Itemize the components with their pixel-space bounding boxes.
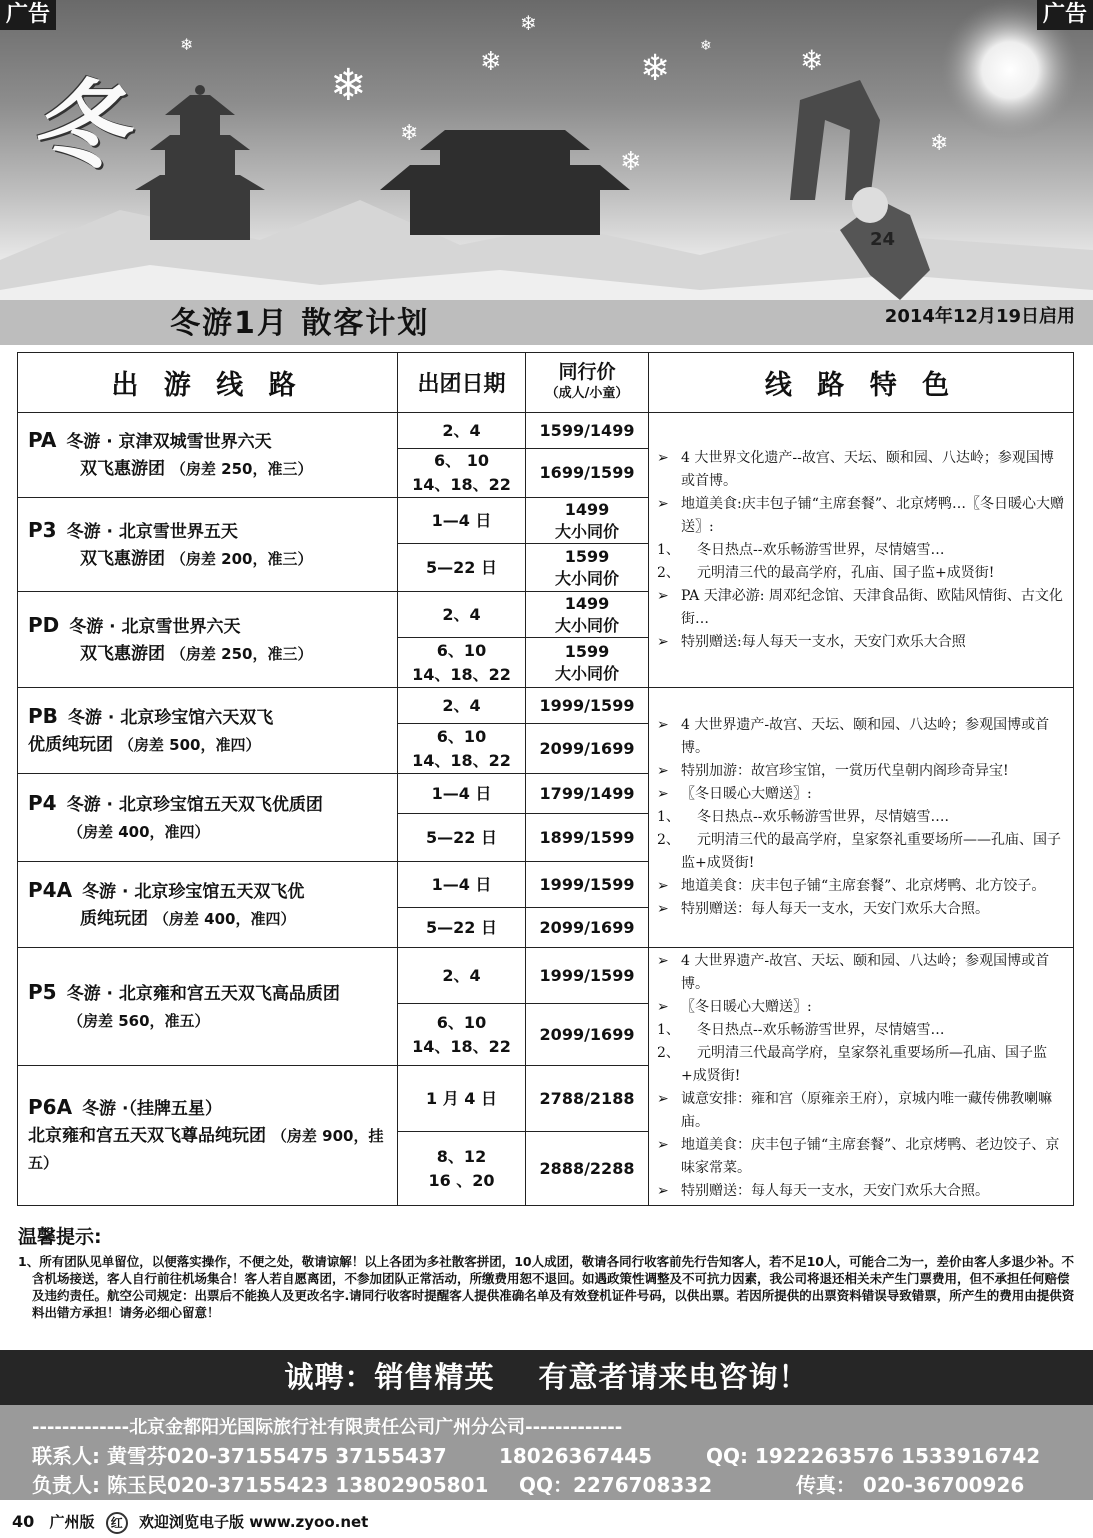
svg-text:❄: ❄ <box>930 131 949 156</box>
feature-text: 〖冬日暖心大赠送〗: <box>681 999 812 1015</box>
date-line: 2、4 <box>442 604 481 624</box>
feature-marker: ➢ <box>657 999 669 1015</box>
manager-person: 负责人: 陈玉民020-37155423 13802905801 <box>32 1473 489 1497</box>
price <box>526 948 649 1004</box>
price <box>526 498 649 544</box>
feature-marker: ➢ <box>657 717 669 733</box>
header-date: 出团日期 <box>398 353 526 413</box>
edition: 广州版 <box>49 1513 95 1531</box>
price-line: 2888/2288 <box>539 1158 635 1178</box>
feature-text: 元明清三代的最高学府，孔庙、国子监+成贤街! <box>697 564 995 581</box>
route-cell <box>18 774 398 862</box>
date-line: 1—4 日 <box>431 783 492 803</box>
price-line: 2099/1699 <box>539 738 635 758</box>
svg-text:❄: ❄ <box>800 44 824 77</box>
price-line: 1699/1599 <box>539 463 635 482</box>
route-note: （房差 200，准三） <box>170 549 313 568</box>
feature-marker: ➢ <box>657 786 669 802</box>
feature-marker: ➢ <box>657 901 669 917</box>
price-note: 大小同价 <box>554 521 619 541</box>
departure-date <box>398 688 526 724</box>
price <box>526 908 649 948</box>
feature-text: 诚意安排：雍和宫（原雍亲王府），京城内唯一藏传佛教喇嘛庙。 <box>681 1091 1052 1130</box>
ad-tag-left: 广告 <box>0 0 56 30</box>
feature-line <box>657 875 1065 898</box>
feature-text: 冬日热点--欢乐畅游雪世界，尽情嬉雪… <box>697 1022 945 1038</box>
route-title: 冬游 · 北京珍宝馆五天双飞优质团 <box>66 794 323 815</box>
feature-line <box>657 950 1065 996</box>
route-title: 冬游 · 北京雪世界五天 <box>66 521 238 542</box>
contact-row-2 <box>32 1469 1024 1498</box>
departure-date <box>398 413 526 449</box>
tips-section <box>18 1222 1078 1321</box>
departure-date <box>398 862 526 908</box>
banner <box>0 0 1093 345</box>
route-cell <box>18 413 398 498</box>
date-line: 6、 10 <box>434 451 489 470</box>
feature-line <box>657 1134 1065 1180</box>
route-sub: 双飞惠游团 <box>80 643 165 664</box>
feature-marker: ➢ <box>657 1137 669 1153</box>
feature-marker: ➢ <box>657 763 669 779</box>
route-title-line <box>28 517 387 546</box>
feature-marker: 2、 <box>657 832 680 848</box>
date-line: 5—22 日 <box>426 917 497 937</box>
footer <box>0 1505 1093 1538</box>
price-line: 1599 <box>564 546 610 566</box>
feature-line <box>657 1180 1065 1203</box>
ad-tag-right: 广告 <box>1037 0 1093 30</box>
price <box>526 774 649 814</box>
feature-marker: ➢ <box>657 953 669 969</box>
page-number: 40 <box>12 1512 35 1531</box>
banner-illustration <box>0 0 1093 345</box>
start-date: 2014年12月19日启用 <box>884 306 1075 327</box>
route-cell <box>18 948 398 1066</box>
departure-date <box>398 449 526 498</box>
feature-line <box>657 562 1065 585</box>
feature-text: 特别赠送：每人每天一支水，天安门欢乐大合照。 <box>681 901 989 917</box>
header-price-sub: （成人/小童） <box>545 385 629 401</box>
feature-marker: ➢ <box>657 587 669 604</box>
route-note: （房差 400，准四） <box>153 909 296 928</box>
price-line: 2099/1699 <box>539 1024 635 1044</box>
price-line: 1999/1599 <box>539 695 635 715</box>
feature-marker: 2、 <box>657 1045 680 1061</box>
departure-date <box>398 592 526 638</box>
route-subtitle <box>28 641 387 668</box>
feature-marker: 1、 <box>657 1022 680 1038</box>
route-code: P4 <box>28 790 57 815</box>
svg-text:❄: ❄ <box>180 35 194 54</box>
route-title-line <box>28 979 387 1008</box>
temple-of-heaven-icon <box>135 85 265 240</box>
winter-calligraphy: 冬 <box>30 69 126 182</box>
route-subtitle <box>28 906 387 933</box>
feature-line <box>657 898 1065 921</box>
date-line: 8、12 <box>436 1146 487 1166</box>
date-line: 6、10 <box>436 726 487 746</box>
price-line: 1999/1599 <box>539 965 635 985</box>
departure-date <box>398 638 526 688</box>
feature-marker: 1、 <box>657 541 680 558</box>
price-line: 2099/1699 <box>539 917 635 937</box>
footer-link[interactable]: 欢迎浏览电子版 www.zyoo.net <box>138 1513 369 1531</box>
date-line: 16 、20 <box>428 1170 495 1190</box>
company-name: -------------北京金都阳光国际旅行社有限责任公司广州分公司------------- <box>32 1417 623 1438</box>
price-line: 1499 <box>564 499 610 519</box>
route-code: P6A <box>28 1095 73 1119</box>
route-cell <box>18 592 398 688</box>
price-note: 大小同价 <box>554 663 619 683</box>
route-sub: 质纯玩团 <box>80 908 148 929</box>
route-title-line <box>28 877 387 906</box>
feature-line <box>657 783 1065 806</box>
price-line: 1799/1499 <box>539 783 635 803</box>
svg-text:24: 24 <box>870 229 896 250</box>
feature-text: 地道美食:庆丰包子铺“主席套餐”、北京烤鸭…〖冬日暖心大赠送〗: <box>681 495 1065 535</box>
route-cell <box>18 1066 398 1206</box>
feature-marker: ➢ <box>657 633 669 650</box>
header-price-label: 同行价 <box>558 360 616 383</box>
price <box>526 814 649 862</box>
cctv-tower-icon <box>790 80 880 200</box>
route-note: （房差 500，准四） <box>118 735 261 754</box>
feature-marker: ➢ <box>657 449 669 466</box>
feature-text: 特别赠送：每人每天一支水，天安门欢乐大合照。 <box>681 1183 989 1199</box>
route-title: 冬游 · 北京雍和宫五天双飞高品质团 <box>66 983 340 1004</box>
price <box>526 1066 649 1132</box>
route-code: P4A <box>28 877 73 902</box>
departure-date <box>398 1066 526 1132</box>
brand-mark-icon: 红 <box>106 1512 128 1534</box>
date-line: 2、4 <box>442 420 481 440</box>
tour-table <box>17 352 1074 1206</box>
hiring-label: 诚聘： <box>284 1360 375 1394</box>
route-title-line <box>28 790 387 819</box>
header-features: 线 路 特 色 <box>649 353 1074 413</box>
route-code: PB <box>28 703 58 728</box>
hiring-banner <box>0 1350 1093 1405</box>
manager-qq: QQ：2276708332 <box>518 1473 713 1497</box>
departure-date <box>398 498 526 544</box>
price <box>526 724 649 774</box>
feature-line <box>657 760 1065 783</box>
price-line: 1999/1599 <box>539 874 635 894</box>
departure-date <box>398 1004 526 1066</box>
price <box>526 592 649 638</box>
feature-text: 冬日热点--欢乐畅游雪世界，尽情嬉雪… <box>697 541 945 558</box>
feature-marker: 1、 <box>657 809 680 825</box>
route-title-line <box>28 1094 387 1123</box>
route-cell <box>18 498 398 592</box>
hiring-role: 销售精英 <box>374 1360 495 1394</box>
departure-date <box>398 814 526 862</box>
price-line: 1899/1599 <box>539 827 635 847</box>
price-note: 大小同价 <box>554 615 619 635</box>
contact-person: 联系人: 黄雪芬020-37155475 37155437 <box>32 1444 447 1468</box>
contact-row-1 <box>32 1440 1040 1469</box>
feature-text: 〖冬日暖心大赠送〗: <box>681 786 812 802</box>
route-code: PD <box>28 612 60 637</box>
route-title: 冬游 · 京津双城雪世界六天 <box>66 432 272 452</box>
table-header-row <box>18 353 1074 413</box>
feature-line <box>657 447 1065 493</box>
route-code: PA <box>28 428 57 452</box>
departure-date <box>398 908 526 948</box>
route-code: P5 <box>28 979 57 1004</box>
feature-line <box>657 829 1065 875</box>
route-title: 冬游 ·（挂牌五星） <box>82 1099 222 1119</box>
date-line: 5—22 日 <box>426 557 497 577</box>
price <box>526 1132 649 1206</box>
fax: 传真： 020-36700926 <box>795 1473 1025 1497</box>
date-line: 2、4 <box>442 965 481 985</box>
svg-text:❄: ❄ <box>640 48 671 89</box>
date-line: 1—4 日 <box>431 510 492 530</box>
route-sub: 优质纯玩团 <box>28 734 113 755</box>
table-row <box>18 413 1074 449</box>
feature-line <box>657 806 1065 829</box>
feature-text: 地道美食：庆丰包子铺“主席套餐”、北京烤鸭、老边饺子、京味家常菜。 <box>681 1137 1060 1176</box>
feature-text: 冬日热点--欢乐畅游雪世界，尽情嬉雪…. <box>697 809 949 825</box>
feature-text: 特别赠送:每人每天一支水，天安门欢乐大合照 <box>681 633 966 650</box>
route-subtitle <box>28 819 387 846</box>
feature-marker: ➢ <box>657 1183 669 1199</box>
svg-text:❄: ❄ <box>400 121 419 146</box>
date-line: 14、18、22 <box>412 475 511 494</box>
price <box>526 1004 649 1066</box>
feature-marker: ➢ <box>657 878 669 894</box>
header-price <box>526 353 649 413</box>
price-line: 1599 <box>564 641 610 661</box>
date-line: 1—4 日 <box>431 874 492 894</box>
feature-text: PA 天津必游: 周邓纪念馆、天津食品街、欧陆风情街、古文化街… <box>681 587 1063 627</box>
route-cell <box>18 688 398 774</box>
date-line: 14、18、22 <box>412 664 511 684</box>
features-cell <box>649 688 1074 948</box>
date-line: 14、18、22 <box>412 750 511 770</box>
svg-text:❄: ❄ <box>620 147 642 177</box>
feature-line <box>657 493 1065 539</box>
feature-text: 4 大世界遗产-故宫、天坛、颐和园、八达岭；参观国博或首博。 <box>681 953 1050 992</box>
price-note: 大小同价 <box>554 568 619 588</box>
feature-line <box>657 714 1065 760</box>
route-title-line <box>28 703 387 732</box>
price <box>526 862 649 908</box>
date-line: 14、18、22 <box>412 1036 511 1056</box>
header-route: 出 游 线 路 <box>18 353 398 413</box>
departure-date <box>398 774 526 814</box>
price <box>526 544 649 592</box>
feature-text: 元明清三代的最高学府，皇家祭礼重要场所——孔庙、国子监+成贤街! <box>681 832 1061 871</box>
features-cell <box>649 948 1074 1206</box>
hiring-cta: 有意者请来电咨询！ <box>538 1360 809 1394</box>
route-note: （房差 250，准三） <box>170 644 313 663</box>
contact-qq: QQ: 1922263576 1533916742 <box>705 1444 1041 1468</box>
price <box>526 638 649 688</box>
tips-body: 1、所有团队见单留位，以便落实操作，不便之处，敬请谅解！以上各团为多社散客拼团，10人成团，敬请各同行收客前先行告知客人，若不足10人，可能合二为一，差价由客人多退少补。不含机场接送，客人自行前往机场集合！客人若自愿离团，不参加团队正常活动，所缴费用恕不退回。如遇政策性调整及不可抗力因素，我公司将退还相关未产生门票费用，但不承担任何赔偿及违约责任。航空公司规定：出票后不能换人及更改名字.请同行收客时提醒客人提供准确名单及有效登机证件号码，以供出票。若因所提供的出票资料错误导致错票，所产生的费用由提供资料出错方承担！请务必细心留意！ <box>18 1254 1075 1320</box>
route-code: P3 <box>28 517 57 542</box>
route-subtitle <box>28 1123 387 1177</box>
feature-line <box>657 1019 1065 1042</box>
route-title: 冬游 · 北京珍宝馆六天双飞 <box>67 707 274 728</box>
feature-text: 4 大世界文化遗产--故宫、天坛、颐和园、八达岭；参观国博或首博。 <box>681 449 1054 489</box>
price-line: 1599/1499 <box>539 420 635 440</box>
date-line: 2、4 <box>442 695 481 715</box>
route-subtitle <box>28 1008 387 1035</box>
banner-title: 冬游1月 散客计划 <box>170 306 430 341</box>
feature-text: 特别加游：故宫珍宝馆，一赏历代皇朝内阁珍奇异宝! <box>681 763 1009 779</box>
table-row <box>18 688 1074 724</box>
svg-text:❄: ❄ <box>330 60 367 111</box>
feature-text: 4 大世界遗产-故宫、天坛、颐和园、八达岭；参观国博或首博。 <box>681 717 1050 756</box>
feature-line <box>657 1088 1065 1134</box>
route-subtitle <box>28 456 387 483</box>
departure-date <box>398 1132 526 1206</box>
route-note: （房差 560，准五） <box>68 1011 210 1030</box>
feature-text: 元明清三代最高学府，皇家祭礼重要场所—孔庙、国子监+成贤街! <box>681 1045 1047 1084</box>
date-line: 6、10 <box>436 1012 487 1032</box>
price-line: 2788/2188 <box>539 1088 635 1108</box>
features-cell <box>649 413 1074 688</box>
feature-line <box>657 1042 1065 1088</box>
price <box>526 688 649 724</box>
route-subtitle <box>28 732 387 759</box>
route-note: （房差 400，准四） <box>68 822 210 841</box>
feature-line <box>657 539 1065 562</box>
departure-date <box>398 948 526 1004</box>
price-line: 1499 <box>564 593 610 613</box>
route-note: （房差 900，挂五） <box>28 1127 384 1172</box>
svg-text:❄: ❄ <box>700 38 712 54</box>
price <box>526 413 649 449</box>
route-sub: 双飞惠游团 <box>80 459 165 479</box>
route-title-line <box>28 612 387 641</box>
tips-title: 温馨提示: <box>18 1226 102 1248</box>
route-title: 冬游 · 北京雪世界六天 <box>69 616 241 637</box>
feature-line <box>657 631 1065 654</box>
departure-date <box>398 544 526 592</box>
feature-marker: ➢ <box>657 495 669 512</box>
feature-marker: 2、 <box>657 564 680 581</box>
svg-text:❄: ❄ <box>480 47 502 77</box>
feature-line <box>657 585 1065 631</box>
table-row <box>18 948 1074 1004</box>
date-line: 6、10 <box>436 640 487 660</box>
contact-section <box>0 1405 1093 1500</box>
route-sub: 北京雍和宫五天双飞尊品纯玩团 <box>28 1126 266 1146</box>
contact-mobile: 18026367445 <box>498 1444 653 1468</box>
departure-date <box>398 724 526 774</box>
date-line: 1 月 4 日 <box>426 1088 497 1108</box>
svg-text:❄: ❄ <box>520 11 537 35</box>
feature-text: 地道美食：庆丰包子铺“主席套餐”、北京烤鸭、北方饺子。 <box>681 878 1046 894</box>
route-note: （房差 250，准三） <box>170 460 313 478</box>
route-title-line <box>28 427 387 456</box>
feature-line <box>657 996 1065 1019</box>
date-line: 5—22 日 <box>426 827 497 847</box>
route-cell <box>18 862 398 948</box>
route-title: 冬游 · 北京珍宝馆五天双飞优 <box>82 881 305 902</box>
feature-marker: ➢ <box>657 1091 669 1107</box>
price <box>526 449 649 498</box>
route-sub: 双飞惠游团 <box>80 548 165 569</box>
route-subtitle <box>28 546 387 573</box>
